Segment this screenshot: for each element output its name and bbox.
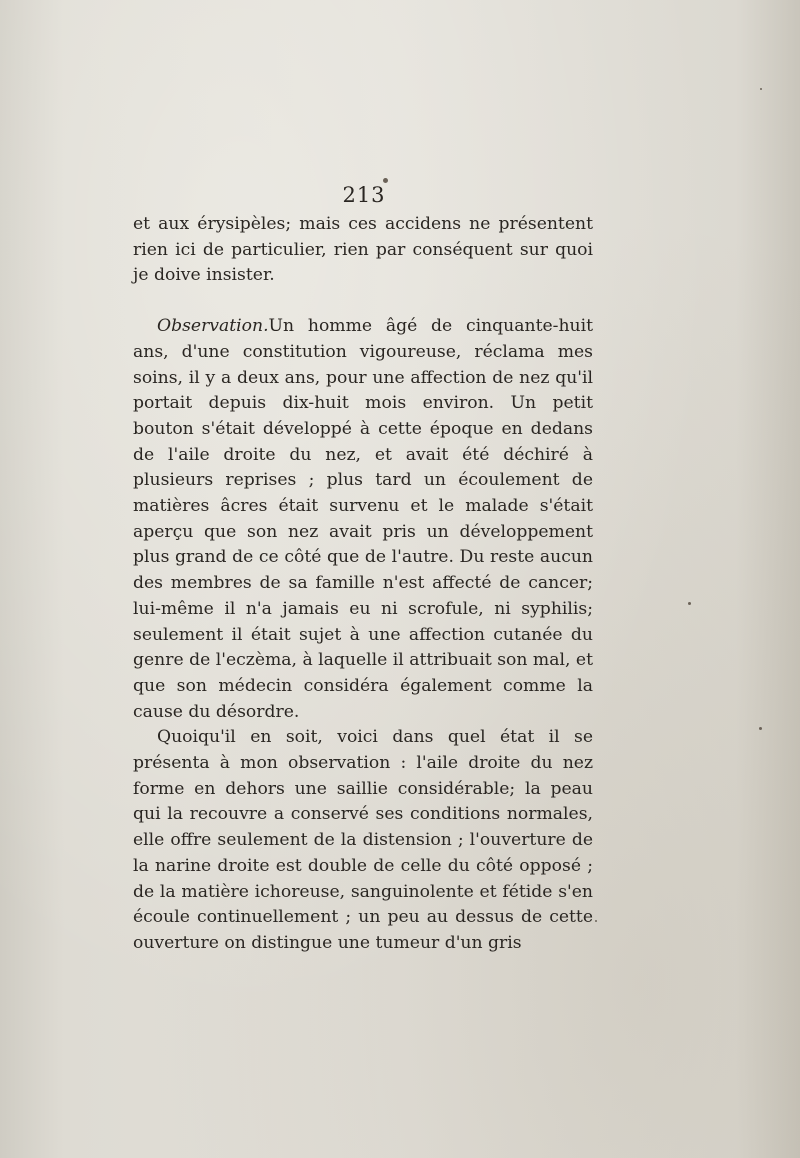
continuation-paragraph: et aux érysipèles; mais ces accidens ne présentent rien ici de particulier, rien par conséquent sur quoi je doive insister. xyxy=(133,214,593,286)
observation-text: Un homme âgé de cinquante-huit ans, d'une constitution vigoureuse, réclama mes soins, il y a deux ans, pour une affection de nez qu'il portait depuis dix-huit mois environ. Un petit bouton s'était développé à cette époque en dedans de l'aile droite du nez, et avait été déchiré à plusieurs reprises ; plus tard un écoulement de matières âcres était survenu et le malade s'était aperçu que son nez avait pris un développement plus grand de ce côté que de l'autre. Du reste aucun des membres de sa famille n'est affecté de cancer; lui-même il n'a jamais eu ni scrofule, ni syphilis; seulement il était sujet à une affection cutanée du genre de l'eczèma, à laquelle il attribuait son mal, et que son médecin considéra également comme la cause du désordre. xyxy=(133,316,593,722)
body-text xyxy=(133,212,593,957)
paper-speck xyxy=(759,727,762,730)
observation-label: Observation. xyxy=(157,316,269,337)
paper-speck xyxy=(688,602,691,605)
page-number: 213 xyxy=(342,183,386,207)
observation-paragraph xyxy=(133,314,593,725)
paper-speck xyxy=(595,920,597,922)
paper-speck xyxy=(760,88,762,90)
description-paragraph: Quoiqu'il en soit, voici dans quel état il se présenta à mon observation : l'aile droite du nez forme en dehors une saillie considérable; la peau qui la recouvre a conservé ses conditions normales, elle offre seulement de la distension ; l'ouverture de la narine droite est double de celle du côté opposé ; de la matière ichoreuse, sanguinolente et fétide s'en écoule continuellement ; un peu au dessus de cette ouverture on distingue une tumeur d'un gris xyxy=(133,727,593,953)
